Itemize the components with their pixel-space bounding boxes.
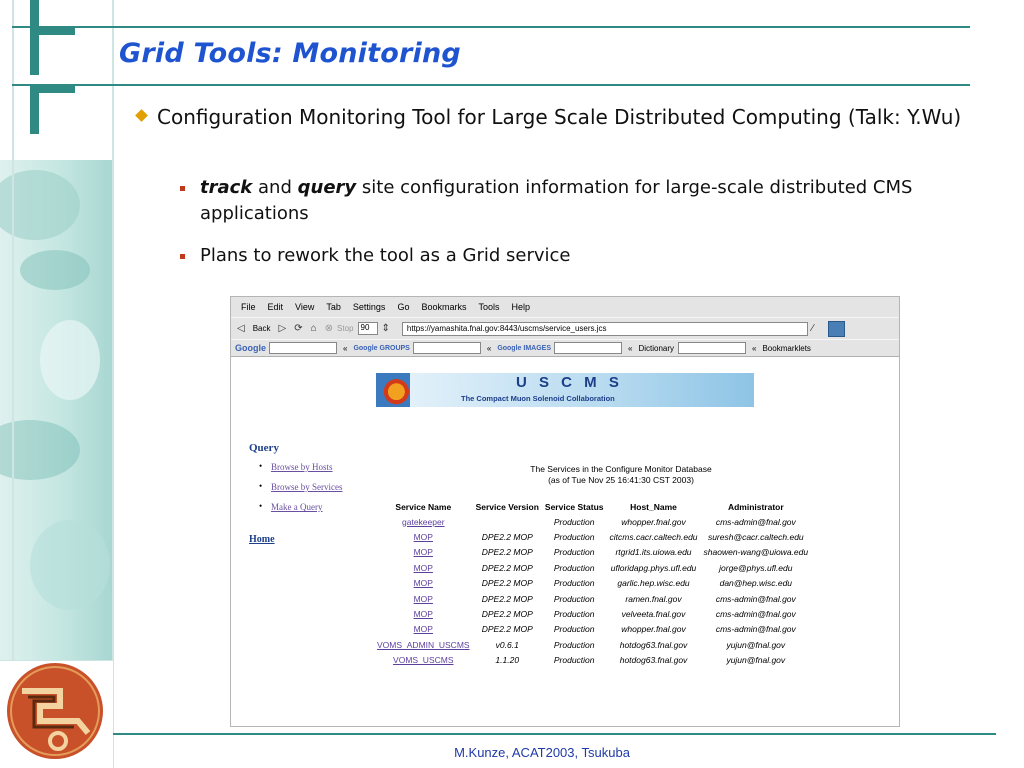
sub-bullet-text: Plans to rework the tool as a Grid service: [200, 245, 571, 266]
top-rule: [12, 26, 970, 28]
google-groups-label: Google GROUPS: [353, 344, 410, 352]
administrator: shaowen-wang@uiowa.edu: [703, 547, 809, 558]
table-row: [374, 606, 811, 621]
administrator: yujun@fnal.gov: [726, 639, 786, 650]
service-status: Production: [553, 609, 595, 620]
url-clear-icon[interactable]: ∕: [811, 323, 814, 334]
table-row: [374, 545, 811, 560]
query-heading: Query: [249, 442, 279, 454]
table-row: [374, 653, 811, 668]
host-name: whopper.fnal.gov: [621, 516, 686, 527]
google-search-arrow-icon[interactable]: «: [343, 343, 348, 353]
query-list-item: [259, 502, 343, 512]
google-label: Google: [235, 343, 266, 353]
host-name: hotdog63.fnal.gov: [619, 655, 688, 666]
column-header: Host_Name: [630, 501, 677, 512]
administrator: dan@hep.wisc.edu: [719, 578, 793, 589]
menu-bookmarks[interactable]: Bookmarks: [421, 302, 467, 312]
query-sidebar: [249, 442, 343, 522]
service-status: Production: [553, 578, 595, 589]
square-bullet-icon: [180, 254, 185, 259]
column-header: Service Version: [475, 501, 539, 512]
service-link[interactable]: VOMS_USCMS: [393, 655, 454, 666]
forward-arrow-icon[interactable]: ▷: [278, 323, 287, 334]
dictionary-arrow-icon[interactable]: «: [627, 343, 633, 353]
thin-vertical-line: [112, 0, 114, 768]
browse-by-hosts-link[interactable]: Browse by Hosts: [271, 462, 333, 472]
service-status: Production: [553, 532, 595, 543]
decor-blob: [40, 320, 100, 400]
google-images-input[interactable]: [554, 342, 622, 354]
service-link[interactable]: gatekeeper: [402, 516, 445, 527]
stop-button[interactable]: Stop: [337, 324, 354, 333]
administrator: cms-admin@fnal.gov: [715, 593, 796, 604]
administrator: suresh@cacr.caltech.edu: [707, 532, 804, 543]
host-name: velveeta.fnal.gov: [621, 609, 686, 620]
service-version: v0.6.1: [495, 639, 519, 650]
service-status: Production: [553, 639, 595, 650]
service-version: DPE2.2 MOP: [481, 593, 533, 604]
slide-title: Grid Tools: Monitoring: [119, 38, 461, 69]
service-status: Production: [553, 593, 595, 604]
slide-footer: M.Kunze, ACAT2003, Tsukuba: [454, 745, 630, 760]
table-row: [374, 622, 811, 637]
menu-tools[interactable]: Tools: [478, 302, 500, 312]
administrator: yujun@fnal.gov: [726, 655, 786, 666]
service-status: Production: [553, 655, 595, 666]
table-row: [374, 560, 811, 575]
word-and: and: [258, 177, 292, 198]
emphasis-track: track: [200, 177, 253, 198]
query-list-item: [259, 462, 343, 472]
web-page: [231, 357, 899, 727]
google-groups-arrow-icon[interactable]: «: [486, 343, 492, 353]
decor-blob: [20, 250, 90, 290]
host-name: whopper.fnal.gov: [621, 624, 686, 635]
zoom-field[interactable]: 90: [358, 322, 378, 335]
address-bar[interactable]: https://yamashita.fnal.gov:8443/uscms/service_users.jcs: [402, 322, 808, 336]
host-name: citcms.cacr.caltech.edu: [609, 532, 698, 543]
host-name: garlic.hep.wisc.edu: [617, 578, 690, 589]
service-link[interactable]: MOP: [413, 547, 433, 558]
service-status: Production: [553, 516, 595, 527]
emphasis-query: query: [297, 177, 357, 198]
service-link[interactable]: MOP: [413, 624, 433, 635]
service-version: DPE2.2 MOP: [481, 624, 533, 635]
column-header: Administrator: [727, 501, 784, 512]
administrator: cms-admin@fnal.gov: [715, 624, 796, 635]
table-row: [374, 576, 811, 591]
back-arrow-icon[interactable]: ◁: [237, 323, 245, 334]
bookmarklets-arrow-icon[interactable]: «: [752, 343, 757, 353]
column-header: Service Status: [544, 501, 604, 512]
service-link[interactable]: VOMS_ADMIN_USCMS: [377, 639, 470, 650]
sub-bullet-rest: site configuration information for large-scale distributed CMS applications: [200, 177, 913, 224]
bookmarklets-folder[interactable]: Bookmarklets: [762, 343, 811, 353]
menu-edit[interactable]: Edit: [267, 302, 284, 312]
service-version: DPE2.2 MOP: [481, 578, 533, 589]
cms-logo-icon: [376, 373, 410, 407]
service-version: 1.1.20: [495, 655, 520, 666]
strip-top-white: [0, 0, 113, 160]
table-subtitle: (as of Tue Nov 25 16:41:30 CST 2003): [548, 475, 694, 485]
service-link[interactable]: MOP: [413, 609, 433, 620]
google-toolbar: [231, 339, 899, 357]
bottom-rule: [113, 733, 996, 735]
host-name: ramen.fnal.gov: [625, 593, 682, 604]
browse-by-services-link[interactable]: Browse by Services: [271, 482, 343, 492]
back-button[interactable]: Back: [252, 324, 271, 333]
title-rule: [12, 84, 970, 86]
table-caption: [501, 464, 741, 486]
make-a-query-link[interactable]: Make a Query: [271, 502, 323, 512]
dictionary-input[interactable]: [678, 342, 746, 354]
service-link[interactable]: MOP: [413, 532, 433, 543]
service-version: DPE2.2 MOP: [481, 562, 533, 573]
browser-screenshot: [230, 296, 900, 727]
menu-file[interactable]: File: [241, 302, 256, 312]
services-table: [374, 499, 811, 668]
table-header-row: [374, 499, 811, 514]
uscms-banner: [376, 373, 754, 407]
browser-navbar: [231, 317, 899, 339]
table-row: [374, 529, 811, 544]
host-name: hotdog63.fnal.gov: [619, 639, 688, 650]
service-status: Production: [553, 562, 595, 573]
decor-blob: [30, 520, 110, 610]
administrator: cms-admin@fnal.gov: [715, 609, 796, 620]
administrator: cms-admin@fnal.gov: [715, 516, 796, 527]
main-bullet-text: Configuration Monitoring Tool for Large Scale Distributed Computing (Talk: Y.Wu): [157, 105, 962, 129]
home-icon[interactable]: ⌂: [310, 323, 317, 334]
service-status: Production: [553, 547, 595, 558]
google-groups-input[interactable]: [413, 342, 481, 354]
square-bullet-icon: [180, 186, 185, 191]
banner-title: U S C M S: [516, 374, 623, 391]
bracket-vertical: [30, 0, 39, 75]
browser-menubar: [231, 297, 899, 317]
menu-tab[interactable]: Tab: [326, 302, 341, 312]
google-images-label: Google IMAGES: [497, 344, 551, 352]
service-version: DPE2.2 MOP: [481, 547, 533, 558]
query-list-item: [259, 482, 343, 492]
service-version: DPE2.2 MOP: [481, 609, 533, 620]
left-decorative-strip: [0, 0, 113, 768]
table-row: [374, 591, 811, 606]
google-search-input[interactable]: [269, 342, 337, 354]
menu-view[interactable]: View: [295, 302, 315, 312]
diamond-bullet-icon: [135, 109, 148, 122]
dictionary-label: Dictionary: [638, 343, 675, 353]
go-button[interactable]: [828, 321, 845, 337]
stop-icon[interactable]: ⊗: [324, 323, 334, 334]
service-version: [473, 514, 542, 529]
administrator: jorge@phys.ufl.edu: [719, 562, 793, 573]
host-name: ufloridapg.phys.ufl.edu: [610, 562, 697, 573]
service-status: Production: [553, 624, 595, 635]
zoom-stepper-icon[interactable]: ⇕: [381, 323, 390, 334]
host-name: rtgrid1.its.uiowa.edu: [615, 547, 692, 558]
column-header: Service Name: [395, 501, 452, 512]
thin-vertical-line: [12, 0, 14, 768]
service-link[interactable]: MOP: [413, 578, 433, 589]
menu-settings[interactable]: Settings: [352, 302, 386, 312]
reload-icon[interactable]: ⟳: [294, 323, 303, 334]
table-title: The Services in the Configure Monitor Database: [530, 464, 712, 474]
table-row: [374, 637, 811, 652]
service-link[interactable]: MOP: [413, 593, 433, 604]
sub-bullet-text: [200, 175, 920, 227]
banner-subtitle: The Compact Muon Solenoid Collaboration: [461, 394, 615, 403]
menu-go[interactable]: Go: [397, 302, 410, 312]
service-link[interactable]: MOP: [413, 562, 433, 573]
menu-help[interactable]: Help: [511, 302, 530, 312]
table-row: [374, 514, 811, 529]
service-version: DPE2.2 MOP: [481, 532, 533, 543]
home-link[interactable]: Home: [249, 534, 275, 545]
